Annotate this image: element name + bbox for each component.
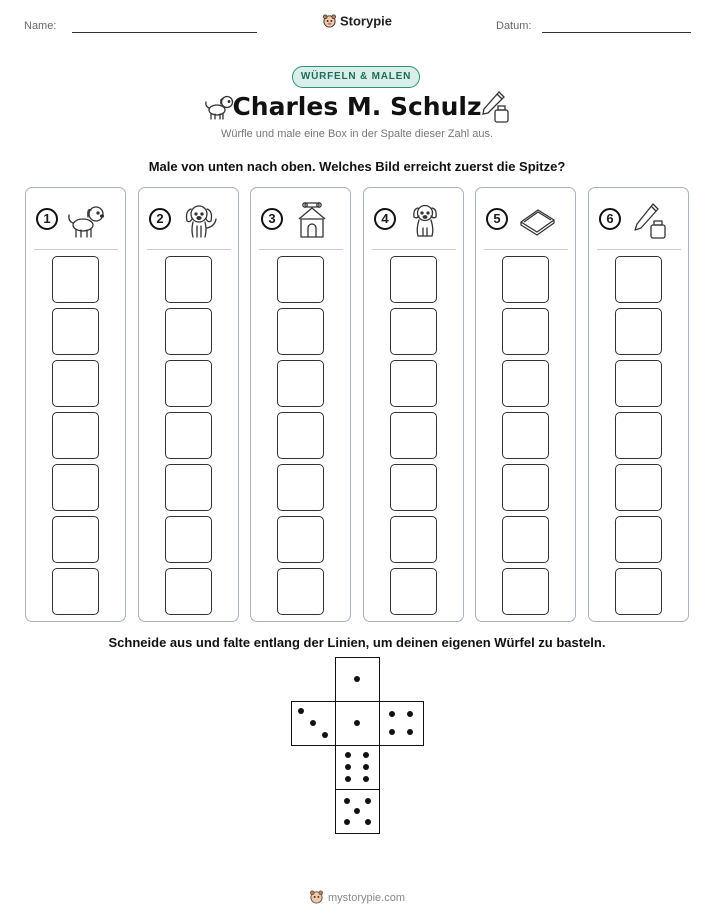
pip <box>354 720 360 726</box>
column-divider <box>259 249 343 250</box>
column-5 <box>475 187 576 622</box>
brand <box>0 13 714 31</box>
date-line[interactable] <box>542 32 691 33</box>
color-box[interactable] <box>615 360 662 407</box>
color-box[interactable] <box>390 568 437 615</box>
color-box[interactable] <box>502 412 549 459</box>
number-circle: 6 <box>599 208 621 230</box>
color-box[interactable] <box>165 464 212 511</box>
doghouse-icon <box>291 202 333 240</box>
pen-title-icon <box>479 90 511 124</box>
puppy-sitting-icon <box>404 202 446 240</box>
color-box[interactable] <box>52 464 99 511</box>
color-box[interactable] <box>52 360 99 407</box>
column-header <box>147 202 231 238</box>
color-box[interactable] <box>277 464 324 511</box>
column-3 <box>250 187 351 622</box>
pip <box>344 819 350 825</box>
storypie-footer-icon <box>309 889 324 907</box>
instruction: Male von unten nach oben. Welches Bild erreicht zuerst die Spitze? <box>148 159 566 174</box>
number-circle: 4 <box>374 208 396 230</box>
column-divider <box>484 249 568 250</box>
footer <box>0 889 714 907</box>
storypie-logo-icon <box>322 13 337 31</box>
number-circle: 5 <box>486 208 508 230</box>
die-face-3 <box>291 701 336 746</box>
pip <box>363 752 369 758</box>
cut-instruction: Schneide aus und falte entlang der Linien, um deinen eigenen Würfel zu basteln. <box>108 635 606 650</box>
column-1 <box>25 187 126 622</box>
number-circle: 3 <box>261 208 283 230</box>
pip <box>298 708 304 714</box>
color-box[interactable] <box>165 256 212 303</box>
color-box[interactable] <box>390 308 437 355</box>
color-box[interactable] <box>277 360 324 407</box>
column-header <box>259 202 343 238</box>
column-divider <box>34 249 118 250</box>
pip <box>354 808 360 814</box>
color-box[interactable] <box>390 464 437 511</box>
puppy-icon <box>66 202 108 240</box>
color-box[interactable] <box>52 516 99 563</box>
pip <box>365 798 371 804</box>
date-label: Datum: <box>496 20 532 32</box>
pip <box>389 729 395 735</box>
column-divider <box>147 249 231 250</box>
pip <box>407 729 413 735</box>
color-box[interactable] <box>277 308 324 355</box>
pip <box>354 676 360 682</box>
activity-badge: WÜRFELN & MALEN <box>292 66 420 88</box>
color-box[interactable] <box>52 256 99 303</box>
name-line[interactable] <box>72 32 257 33</box>
color-box[interactable] <box>277 516 324 563</box>
color-box[interactable] <box>502 308 549 355</box>
color-box[interactable] <box>277 568 324 615</box>
color-box[interactable] <box>277 412 324 459</box>
pip <box>345 764 351 770</box>
pip <box>345 776 351 782</box>
color-box[interactable] <box>615 464 662 511</box>
pip <box>345 752 351 758</box>
color-box[interactable] <box>615 256 662 303</box>
column-header <box>372 202 456 238</box>
sketchbook-icon <box>516 202 558 240</box>
pip <box>363 764 369 770</box>
color-box[interactable] <box>165 568 212 615</box>
color-box[interactable] <box>502 464 549 511</box>
color-box[interactable] <box>615 308 662 355</box>
color-box[interactable] <box>390 360 437 407</box>
color-box[interactable] <box>52 568 99 615</box>
pip <box>363 776 369 782</box>
brand-name: Storypie <box>339 13 392 29</box>
pip <box>407 711 413 717</box>
color-box[interactable] <box>390 256 437 303</box>
color-box[interactable] <box>165 360 212 407</box>
column-header <box>34 202 118 238</box>
column-2 <box>138 187 239 622</box>
column-divider <box>372 249 456 250</box>
color-box[interactable] <box>615 516 662 563</box>
page-title: Charles M. Schulz <box>232 92 482 121</box>
die-face-4 <box>379 701 424 746</box>
color-box[interactable] <box>502 256 549 303</box>
column-4 <box>363 187 464 622</box>
color-box[interactable] <box>52 308 99 355</box>
column-6 <box>588 187 689 622</box>
color-box[interactable] <box>502 516 549 563</box>
pen-inkwell-icon <box>629 202 671 240</box>
pip <box>365 819 371 825</box>
number-circle: 2 <box>149 208 171 230</box>
color-box[interactable] <box>502 568 549 615</box>
subtitle: Würfle und male eine Box in der Spalte dieser Zahl aus. <box>220 128 494 140</box>
die-face-5 <box>335 789 380 834</box>
color-box[interactable] <box>502 360 549 407</box>
pip <box>389 711 395 717</box>
color-box[interactable] <box>165 308 212 355</box>
dog-icon <box>179 202 221 240</box>
pip <box>322 732 328 738</box>
color-box[interactable] <box>615 568 662 615</box>
name-label: Name: <box>24 20 57 32</box>
pip <box>344 798 350 804</box>
footer-url[interactable]: mystorypie.com <box>327 891 406 904</box>
color-box[interactable] <box>390 516 437 563</box>
color-box[interactable] <box>52 412 99 459</box>
die-face-1 <box>335 657 380 702</box>
color-box[interactable] <box>615 412 662 459</box>
column-header <box>597 202 681 238</box>
pip <box>310 720 316 726</box>
number-circle: 1 <box>36 208 58 230</box>
column-header <box>484 202 568 238</box>
die-face-6 <box>335 745 380 790</box>
color-box[interactable] <box>277 256 324 303</box>
color-box[interactable] <box>390 412 437 459</box>
die-face-1 <box>335 701 380 746</box>
color-box[interactable] <box>165 516 212 563</box>
color-box[interactable] <box>165 412 212 459</box>
column-divider <box>597 249 681 250</box>
